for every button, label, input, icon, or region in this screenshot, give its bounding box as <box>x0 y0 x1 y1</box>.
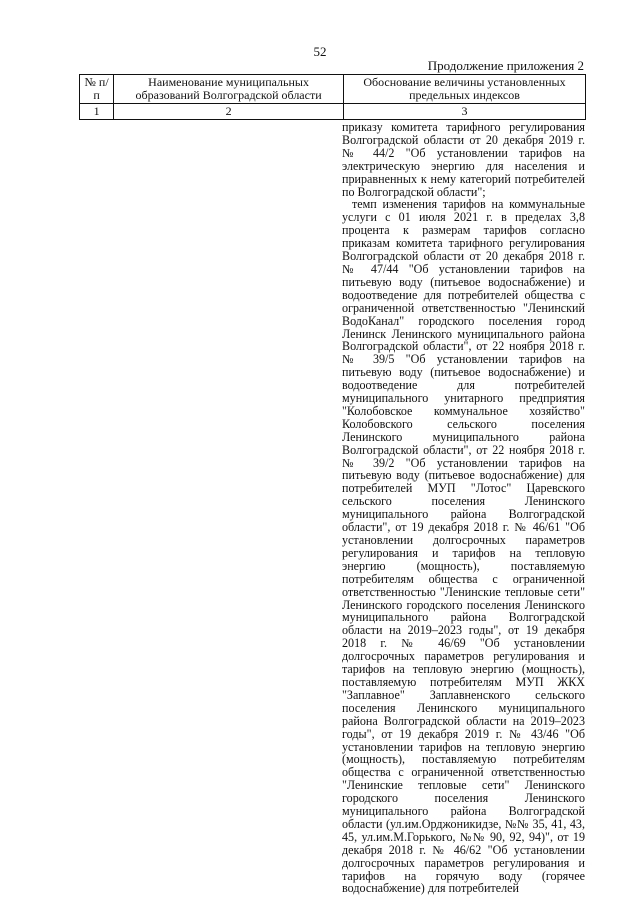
paragraph-1: приказу комитета тарифного регулирования Волгоградской области от 20 декабря 2019 г. № 44/2 "Об установлении тарифов на электрическую энергию для населения и приравненных к нему категорий потребителей по Волгоградской области"; <box>342 120 585 199</box>
paragraph-2: темп изменения тарифов на коммунальные услуги с 01 июля 2021 г. в пределах 3,8 процента к размерам тарифов согласно приказам комитета тарифного регулирования Волгоградской области от 20 декабря 2018 г. № 47/44 "Об установлении тарифов на питьевую воду (питьевое водоснабжение) и водоотведение для потребителей общества с ограниченной ответственностью "Ленинский ВодоКанал" городского поселения город Ленинск Ленинского муниципального района Волгоградской области", от 22 ноября 2018 г. № 39/5 "Об установлении тарифов на питьевую воду (питьевое водоснабжение) и водоотведение для потребителей муниципального унитарного предприятия "Колобовское коммунальное хозяйство" Колобовского сельского поселения Ленинского муниципального района Волгоградской области", от 22 ноября 2018 г. № 39/2 "Об установлении тарифов на питьевую воду (питьевое водоснабжение) для потребителей МУП "Лотос" Царевского сельского поселения Ленинского муниципального района Волгоградской области", от 19 декабря 2018 г. № 46/61 "Об установлении долгосрочных параметров регулирования и тарифов на тепловую энергию (мощность), поставляемую потребителям общества с ограниченной ответственностью "Ленинские тепловые сети" Ленинского городского поселения Ленинского муниципального района Волгоградской области на 2019–2023 годы", от 19 декабря 2018 г. № 46/69 "Об установлении долгосрочных параметров регулирования и тарифов на тепловую энергию (мощность), поставляемую потребителям МУП ЖКХ "Заплавное" Заплавненского сельского поселения Ленинского муниципального района Волгоградской области на 2019–2023 годы", от 19 декабря 2019 г. № 43/46 "Об установлении тарифов на тепловую энергию (мощность), поставляемую потребителям общества с ограниченной ответственностью "Ленинские тепловые сети" Ленинского городского поселения Ленинского муниципального района Волгоградской области (ул.им.Орджоникидзе, №№ 35, 41, 43, 45, ул.им.М.Горького, №№ 90, 92, 94)", от 19 декабря 2018 г. № 46/62 "Об установлении долгосрочных параметров регулирования и тарифов на горячую воду (горячее водоснабжение) для потребителей <box>342 197 585 896</box>
column-number-1: 1 <box>80 104 114 120</box>
page-number: 52 <box>313 44 327 59</box>
continuation-label: Продолжение приложения 2 <box>427 58 584 73</box>
column-number-3: 3 <box>343 104 585 120</box>
header-col-justification: Обоснование величины установленных предельных индексов <box>343 75 585 104</box>
justification-text <box>342 121 585 895</box>
column-number-2: 2 <box>114 104 344 120</box>
header-table <box>79 74 586 120</box>
header-col-number: № п/п <box>80 75 114 104</box>
column-number-row <box>80 104 586 120</box>
header-row <box>80 75 586 104</box>
header-col-municipality: Наименование муниципальных образований Волгоградской области <box>114 75 344 104</box>
